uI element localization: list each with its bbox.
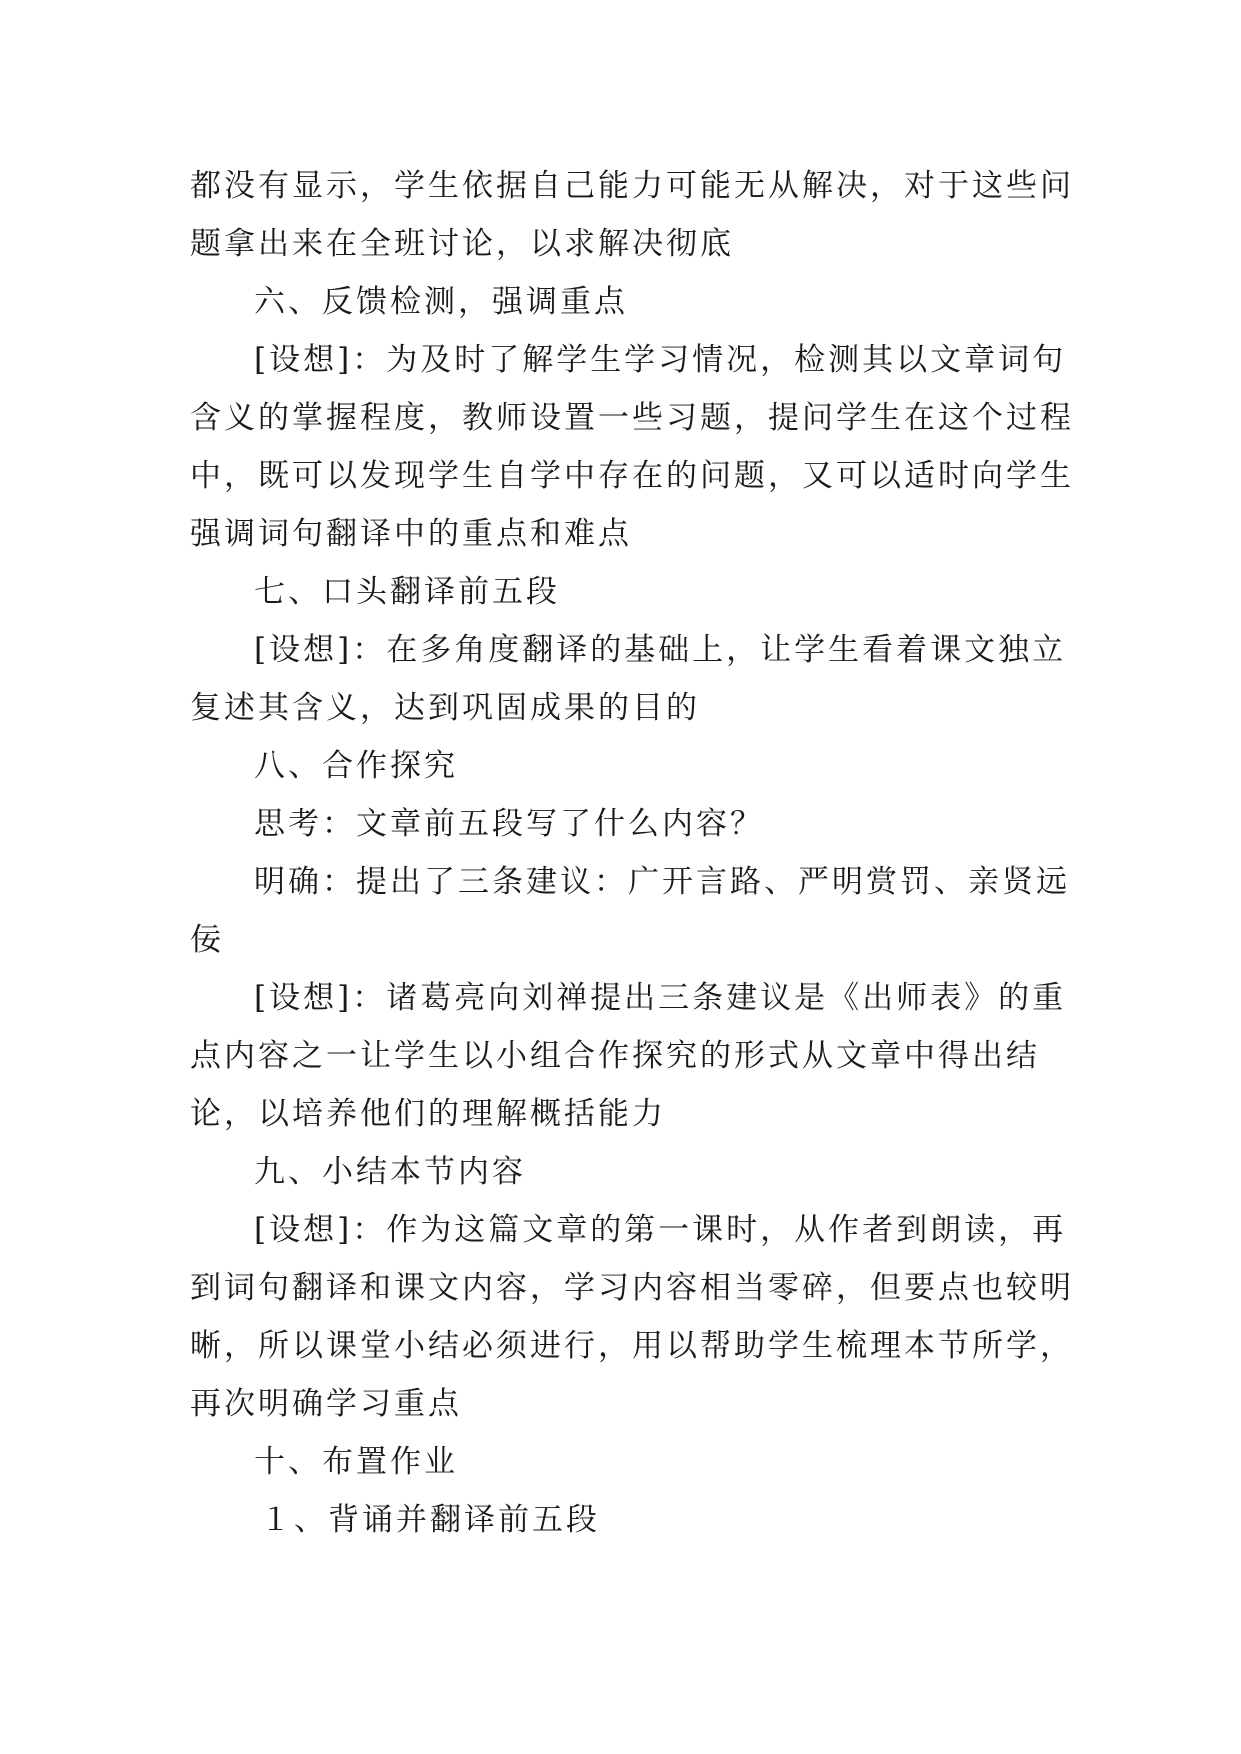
- text-line-1: 都没有显示，学生依据自己能力可能无从解决，对于这些问: [190, 168, 1074, 204]
- text-line-9: [设想]：在多角度翻译的基础上，让学生看着课文独立: [254, 632, 1067, 668]
- homework-item-1: １、背诵并翻译前五段: [260, 1502, 600, 1538]
- text-line-17: 论，以培养他们的理解概括能力: [190, 1096, 666, 1132]
- text-line-16: 点内容之一让学生以小组合作探究的形式从文章中得出结: [190, 1038, 1040, 1074]
- text-line-10: 复述其含义，达到巩固成果的目的: [190, 690, 700, 726]
- section-heading-6: 六、反馈检测，强调重点: [254, 284, 628, 320]
- text-line-13: 明确：提出了三条建议：广开言路、严明赏罚、亲贤远: [254, 864, 1070, 900]
- section-heading-10: 十、布置作业: [254, 1444, 458, 1480]
- text-line-6: 中，既可以发现学生自学中存在的问题，又可以适时向学生: [190, 458, 1074, 494]
- text-line-14: 佞: [190, 922, 224, 958]
- text-line-7: 强调词句翻译中的重点和难点: [190, 516, 632, 552]
- text-line-4: [设想]：为及时了解学生学习情况，检测其以文章词句: [254, 342, 1067, 378]
- section-heading-7: 七、口头翻译前五段: [254, 574, 560, 610]
- text-line-22: 再次明确学习重点: [190, 1386, 462, 1422]
- text-line-5: 含义的掌握程度，教师设置一些习题，提问学生在这个过程: [190, 400, 1074, 436]
- text-line-15: [设想]：诸葛亮向刘禅提出三条建议是《出师表》的重: [254, 980, 1067, 1016]
- text-line-21: 晰，所以课堂小结必须进行，用以帮助学生梳理本节所学，: [190, 1328, 1074, 1364]
- section-heading-9: 九、小结本节内容: [254, 1154, 526, 1190]
- text-line-20: 到词句翻译和课文内容，学习内容相当零碎，但要点也较明: [190, 1270, 1074, 1306]
- document-body: [190, 157, 1074, 1549]
- text-line-2: 题拿出来在全班讨论，以求解决彻底: [190, 226, 734, 262]
- text-line-19: [设想]：作为这篇文章的第一课时，从作者到朗读，再: [254, 1212, 1067, 1248]
- section-heading-8: 八、合作探究: [254, 748, 458, 784]
- text-line-12: 思考：文章前五段写了什么内容？: [254, 806, 764, 842]
